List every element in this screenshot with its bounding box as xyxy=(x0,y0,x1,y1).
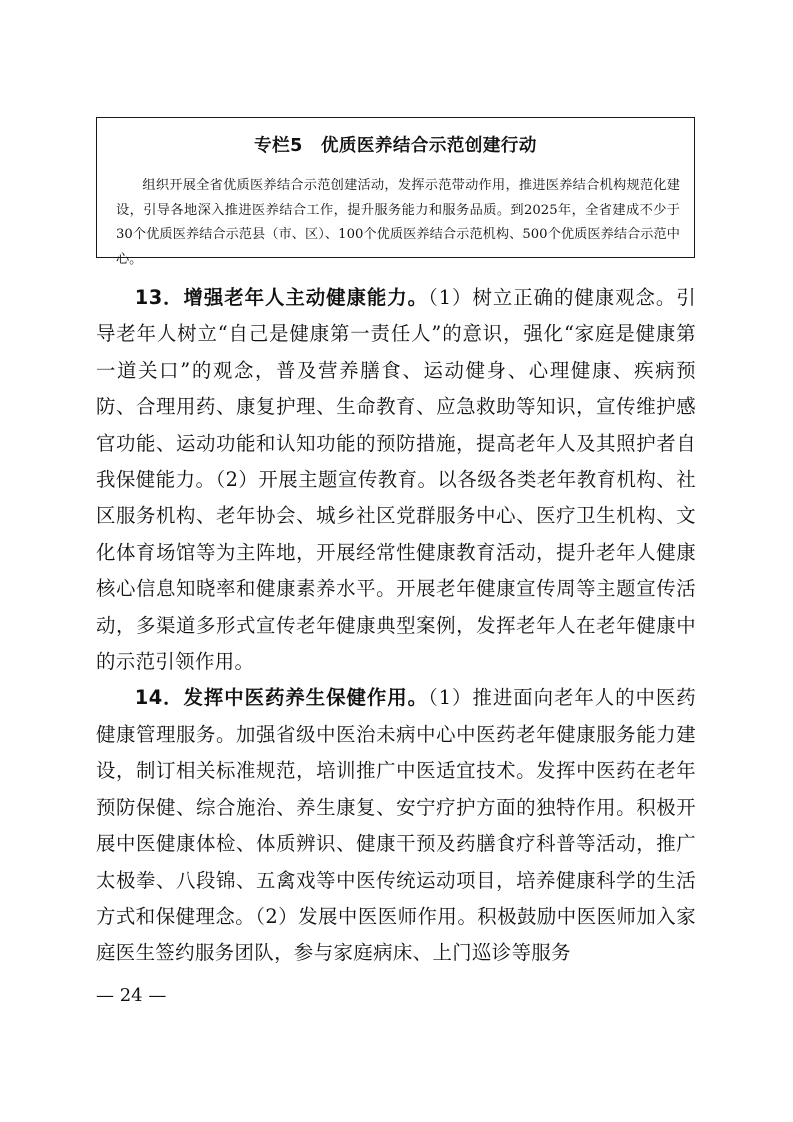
page-number: — 24 — xyxy=(96,985,167,1006)
section-14-heading: 14．发挥中医药养生保健作用。 xyxy=(134,686,429,710)
section-14-text: （1）推进面向老年人的中医药健康管理服务。加强省级中医治未病中心中医药老年健康服务能力建设，制订相关标准规范，培训推广中医适宜技术。发挥中医药在老年预防保健、综合施治、养生康复、安宁疗护方面的独特作用。积极开展中医健康体检、体质辨识、健康干预及药膳食疗科普等活动，推广太极拳、八段锦、五禽戏等中医传统运动项目，培养健康科学的生活方式和保健理念。（2）发展中医医师作用。积极鼓励中医医师加入家庭医生签约服务团队，参与家庭病床、上门巡诊等服务 xyxy=(96,686,696,965)
feature-box xyxy=(96,117,695,267)
main-content xyxy=(96,280,696,972)
box-title-number: 专栏5 xyxy=(254,136,303,156)
section-13 xyxy=(96,280,696,680)
section-13-heading: 13．增强老年人主动健康能力。 xyxy=(134,286,429,309)
section-14 xyxy=(96,680,696,971)
box-body: 组织开展全省优质医养结合示范创建活动，发挥示范带动作用，推进医养结合机构规范化建设，引导各地深入推进医养结合工作，提升服务能力和服务品质。到2025年，全省建成不少于30个优质医养结合示范县（市、区）、100个优质医养结合示范机构、500个优质医养结合示范中心。 xyxy=(116,178,680,267)
box-title xyxy=(97,132,694,157)
box-title-text: 优质医养结合示范创建行动 xyxy=(320,136,537,156)
section-13-text: （1）树立正确的健康观念。引导老年人树立“自己是健康第一责任人”的意识，强化“家庭是健康第一道关口”的观念，普及营养膳食、运动健身、心理健康、疾病预防、合理用药、康复护理、生命教育、应急救助等知识，宣传维护感官功能、运动功能和认知功能的预防措施，提高老年人及其照护者自我保健能力。（2）开展主题宣传教育。以各级各类老年教育机构、社区服务机构、老年协会、城乡社区党群服务中心、医疗卫生机构、文化体育场馆等为主阵地，开展经常性健康教育活动，提升老年人健康核心信息知晓率和健康素养水平。开展老年健康宣传周等主题宣传活动，多渠道多形式宣传老年健康典型案例，发挥老年人在老年健康中的示范引领作用。 xyxy=(96,286,696,674)
